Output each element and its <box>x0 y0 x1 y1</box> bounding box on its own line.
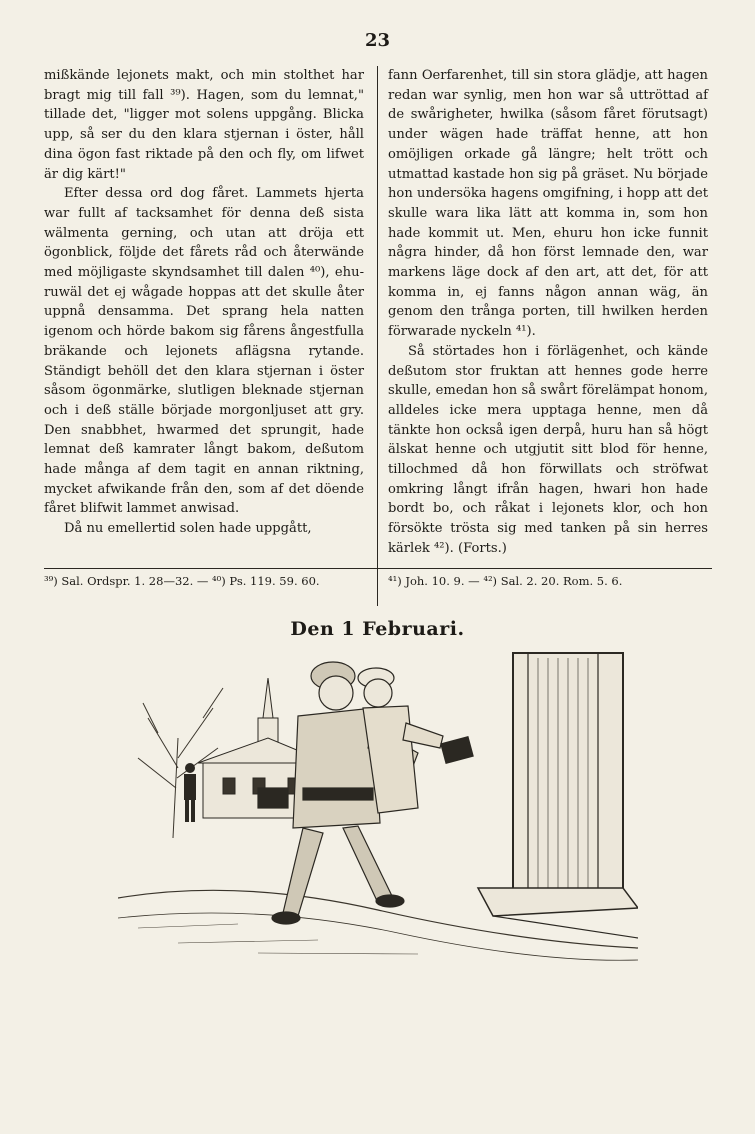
page-number: 23 <box>364 30 391 51</box>
engraving-icon <box>118 648 638 966</box>
left-paragraph-3: Då nu emellertid solen hade uppgått, <box>64 521 312 537</box>
right-paragraph-2: Så störtades hon i förlägenhet, och kände deßutom stor fruktan att hennes gode herre skulle, emedan hon så swårt förelämpat honom, alldeles icke mera upptaga henne, men då tänkte hon också igen derpå, huru han så högt älskat henne och utgjutit sitt blod för henne, tillochmed då hon förwillats och ströfwat omkring långt ifrån hagen, hwari hon hade bordt bo, och råkat i lejonets klor, och hon försökte trösta sig med tanken på sin herres kärlek ⁴²). (Forts.) <box>388 343 708 556</box>
section-title: Den 1 Februari. <box>290 618 465 640</box>
text-columns <box>44 66 712 574</box>
left-paragraph-2: Efter dessa ord dog fåret. Lammets hjerta war fullt af tacksamhet för denna deß sista wälmenta gerning, och utan att dröja ett ögonblick, följde det fårets råd och återwände med möjligaste skyndsamhet till dalen ⁴⁰), ehuruwäl det ej wågade hoppas att det skulle åter uppnå densamma. Det sprang hela natten igenom och hörde bakom sig fårens ångestfulla bräkande och lejonets aflägsna rytande. Ständigt behöll det den klara stjernan i öster såsom ögonmärke, slutligen bleknade stjernan och i deß ställe började morgonljuset att gry. Den snabbhet, hwarmed det sprungit, hade lemnat deß kamrater långt bakom, deßutom hade många af dem tagit en annan riktning, mycket afwikande från den, som af det döende fåret blifwit lammet anwisad. <box>44 186 364 517</box>
footnote-left: ³⁹) Sal. Ordspr. 1. 28—32. — ⁴⁰) Ps. 119. 59. 60. <box>44 574 320 588</box>
left-paragraph-1: mißkände lejonets makt, och min stolthet har bragt mig till fall ³⁹). Hagen, som du lemnat," tillade det, "ligger mot solens uppgång. Blicka upp, så ser du den klara stjernan i öster, håll dina ögon fast riktade på den och fly, om lifwet är dig kärt!" <box>44 68 364 182</box>
footnote-rule <box>44 568 712 569</box>
left-column <box>44 66 364 539</box>
right-paragraph-1: fann Oerfarenhet, till sin stora glädje, att hagen redan war synlig, men hon war så uttröttad af de swårigheter, hwilka (såsom fåret förutsagt) under wägen hade träffat henne, att hon omöjligen orkade gå längre; helt trött och utmattad kastade hon sig på gräset. Nu började hon undersöka hagens omgifning, i hopp att det skulle wara lika lätt att komma in, som hon hade kommit ut. Men, ehuru hon icke funnit några hinder, då hon först lemnade den, war markens läge dock af den art, att det, för att komma in, ej fanns någon annan wäg, än genom den trånga porten, till hwilken herden förwarade nyckeln ⁴¹). <box>388 68 708 340</box>
illustration <box>118 648 638 966</box>
column-divider <box>377 66 378 606</box>
right-column <box>388 66 708 559</box>
footnote-right: ⁴¹) Joh. 10. 9. — ⁴²) Sal. 2. 20. Rom. 5. 6. <box>388 574 623 588</box>
